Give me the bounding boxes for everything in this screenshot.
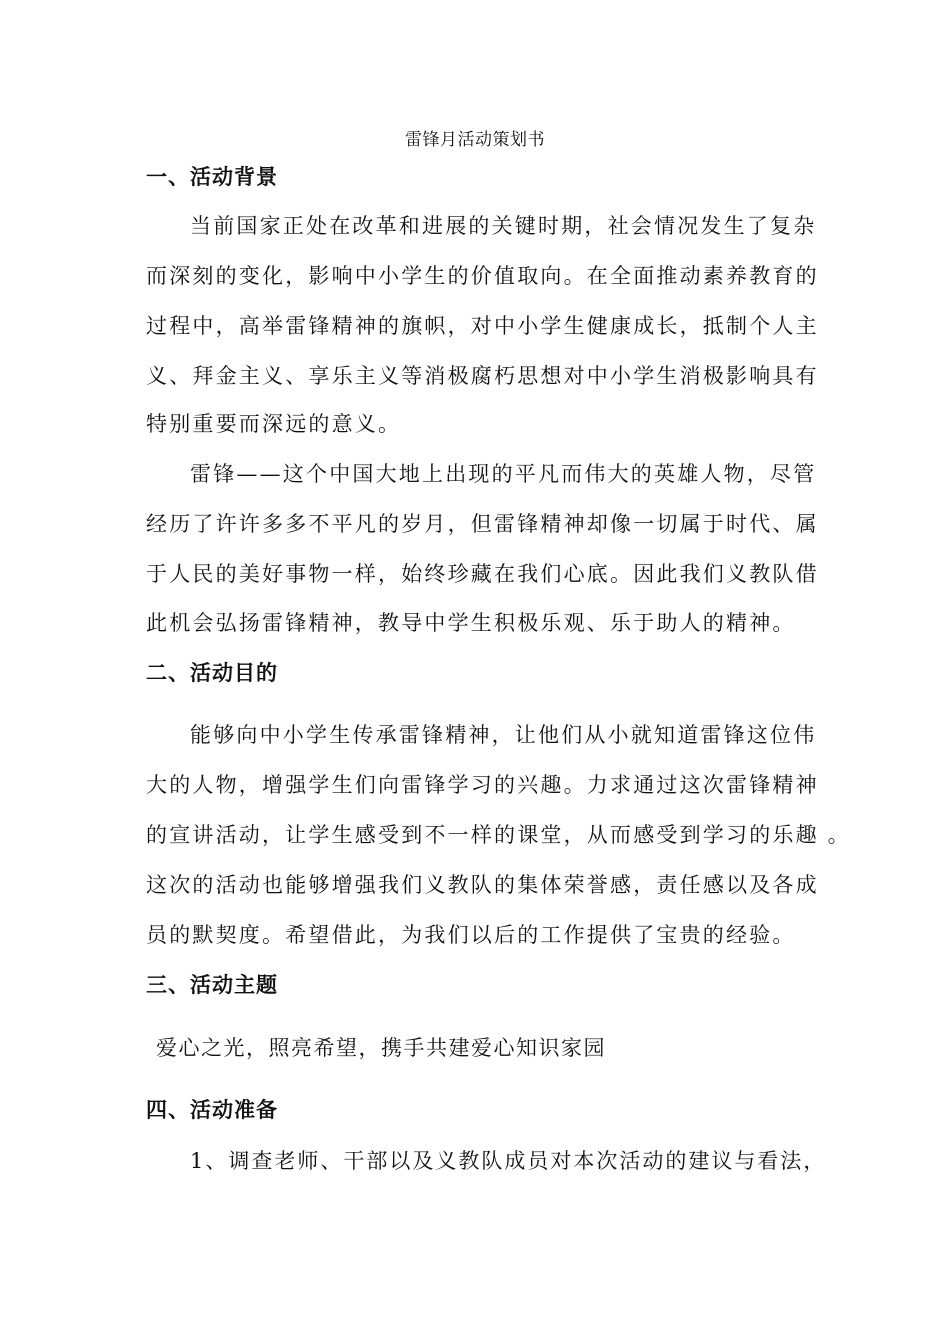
paragraph-line: 当前国家正处在改革和进展的关键时期，社会情况发生了复杂 xyxy=(190,214,817,238)
paragraph-line: 特别重要而深远的意义。 xyxy=(146,412,402,436)
section-heading-preparation: 四、活动准备 xyxy=(146,1098,278,1122)
paragraph-line: 雷锋——这个中国大地上出现的平凡而伟大的英雄人物，尽管 xyxy=(190,462,817,486)
section-heading-theme: 三、活动主题 xyxy=(146,973,278,997)
paragraph-line: 此机会弘扬雷锋精神，教导中学生积极乐观、乐于助人的精神。 xyxy=(146,611,796,635)
theme-text: 爱心之光，照亮希望，携手共建爱心知识家园 xyxy=(156,1036,606,1060)
document-title: 雷锋月活动策划书 xyxy=(405,130,545,150)
list-item: 1、调查老师、干部以及义教队成员对本次活动的建议与看法， xyxy=(190,1149,827,1173)
paragraph-line: 而深刻的变化，影响中小学生的价值取向。在全面推动素养教育的 xyxy=(146,264,819,288)
paragraph-line: 能够向中小学生传承雷锋精神，让他们从小就知道雷锋这位伟 xyxy=(190,723,817,747)
paragraph-line: 于人民的美好事物一样，始终珍藏在我们心底。因此我们义教队借 xyxy=(146,562,819,586)
section-heading-background: 一、活动背景 xyxy=(146,165,278,189)
paragraph-line: 义、拜金主义、享乐主义等消极腐朽思想对中小学生消极影响具有 xyxy=(146,364,819,388)
paragraph-line: 这次的活动也能够增强我们义教队的集体荣誉感，责任感以及各成 xyxy=(146,873,819,897)
paragraph-line: 过程中，高举雷锋精神的旗帜，对中小学生健康成长，抵制个人主 xyxy=(146,314,819,338)
paragraph-line: 的宣讲活动，让学生感受到不一样的课堂，从而感受到学习的乐趣 。 xyxy=(146,823,851,847)
section-heading-purpose: 二、活动目的 xyxy=(146,661,278,685)
paragraph-line: 员的默契度。希望借此，为我们以后的工作提供了宝贵的经验。 xyxy=(146,923,796,947)
paragraph-line: 大的人物，增强学生们向雷锋学习的兴趣。力求通过这次雷锋精神 xyxy=(146,773,819,797)
paragraph-line: 经历了许许多多不平凡的岁月，但雷锋精神却像一切属于时代、属 xyxy=(146,512,819,536)
